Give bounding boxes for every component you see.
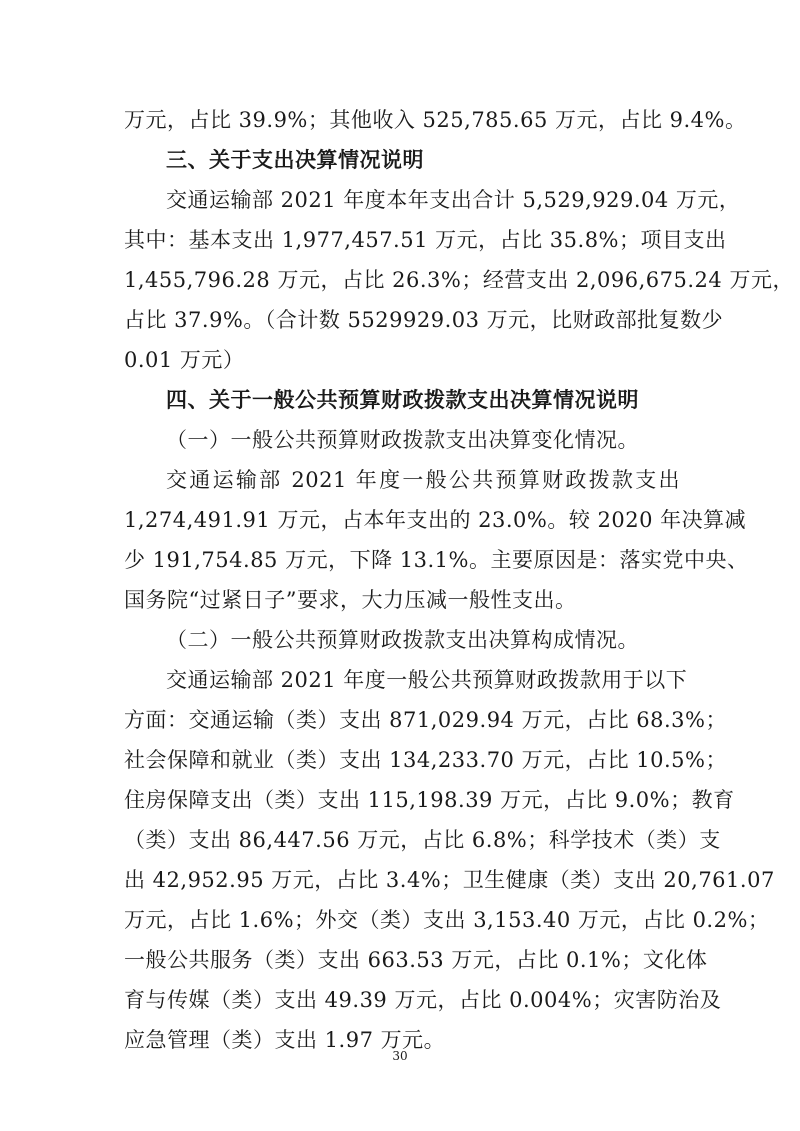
text-line: 万元，占比 39.9%；其他收入 525,785.65 万元，占比 9.4%。 [124, 108, 747, 132]
text-line: 0.01 万元） [124, 348, 245, 372]
text-line: 交通运输部 2021 年度一般公共预算财政拨款用于以下 [166, 668, 688, 692]
text-line: 方面：交通运输（类）支出 871,029.94 万元，占比 68.3%； [124, 708, 727, 732]
text-line: 国务院“过紧日子”要求，大力压减一般性支出。 [124, 588, 577, 612]
text-line: 其中：基本支出 1,977,457.51 万元，占比 35.8%；项目支出 [124, 228, 727, 252]
text-line: 万元，占比 1.6%；外交（类）支出 3,153.40 万元，占比 0.2%； [124, 908, 770, 932]
section-heading-4: 四、关于一般公共预算财政拨款支出决算情况说明 [166, 388, 639, 412]
text-line: 1,274,491.91 万元，占本年支出的 23.0%。较 2020 年决算减 [124, 508, 747, 532]
text-line: 应急管理（类）支出 1.97 万元。 [124, 1028, 446, 1052]
subsection-heading-2: （二）一般公共预算财政拨款支出决算构成情况。 [166, 628, 639, 652]
text-line: 住房保障支出（类）支出 115,198.39 万元，占比 9.0%；教育 [124, 788, 735, 812]
text-line: 少 191,754.85 万元，下降 13.1%。主要原因是：落实党中央、 [124, 548, 749, 572]
subsection-heading-1: （一）一般公共预算财政拨款支出决算变化情况。 [166, 428, 639, 452]
section-heading-3: 三、关于支出决算情况说明 [166, 148, 424, 172]
text-line: 社会保障和就业（类）支出 134,233.70 万元，占比 10.5%； [124, 748, 727, 772]
text-line: 占比 37.9%。（合计数 5529929.03 万元，比财政部批复数少 [124, 308, 724, 332]
text-line: 1,455,796.28 万元，占比 26.3%；经营支出 2,096,675.24 万元， [124, 268, 794, 292]
text-line: 交通运输部 2021 年度一般公共预算财政拨款支出 [166, 468, 680, 492]
text-line: 出 42,952.95 万元，占比 3.4%；卫生健康（类）支出 20,761.07 [124, 868, 775, 892]
page-number: 30 [392, 1049, 408, 1063]
text-line: 育与传媒（类）支出 49.39 万元，占比 0.004%；灾害防治及 [124, 988, 722, 1012]
text-line: （类）支出 86,447.56 万元，占比 6.8%；科学技术（类）支 [124, 828, 721, 852]
text-line: 一般公共服务（类）支出 663.53 万元，占比 0.1%；文化体 [124, 948, 708, 972]
text-line: 交通运输部 2021 年度本年支出合计 5,529,929.04 万元， [166, 188, 741, 212]
